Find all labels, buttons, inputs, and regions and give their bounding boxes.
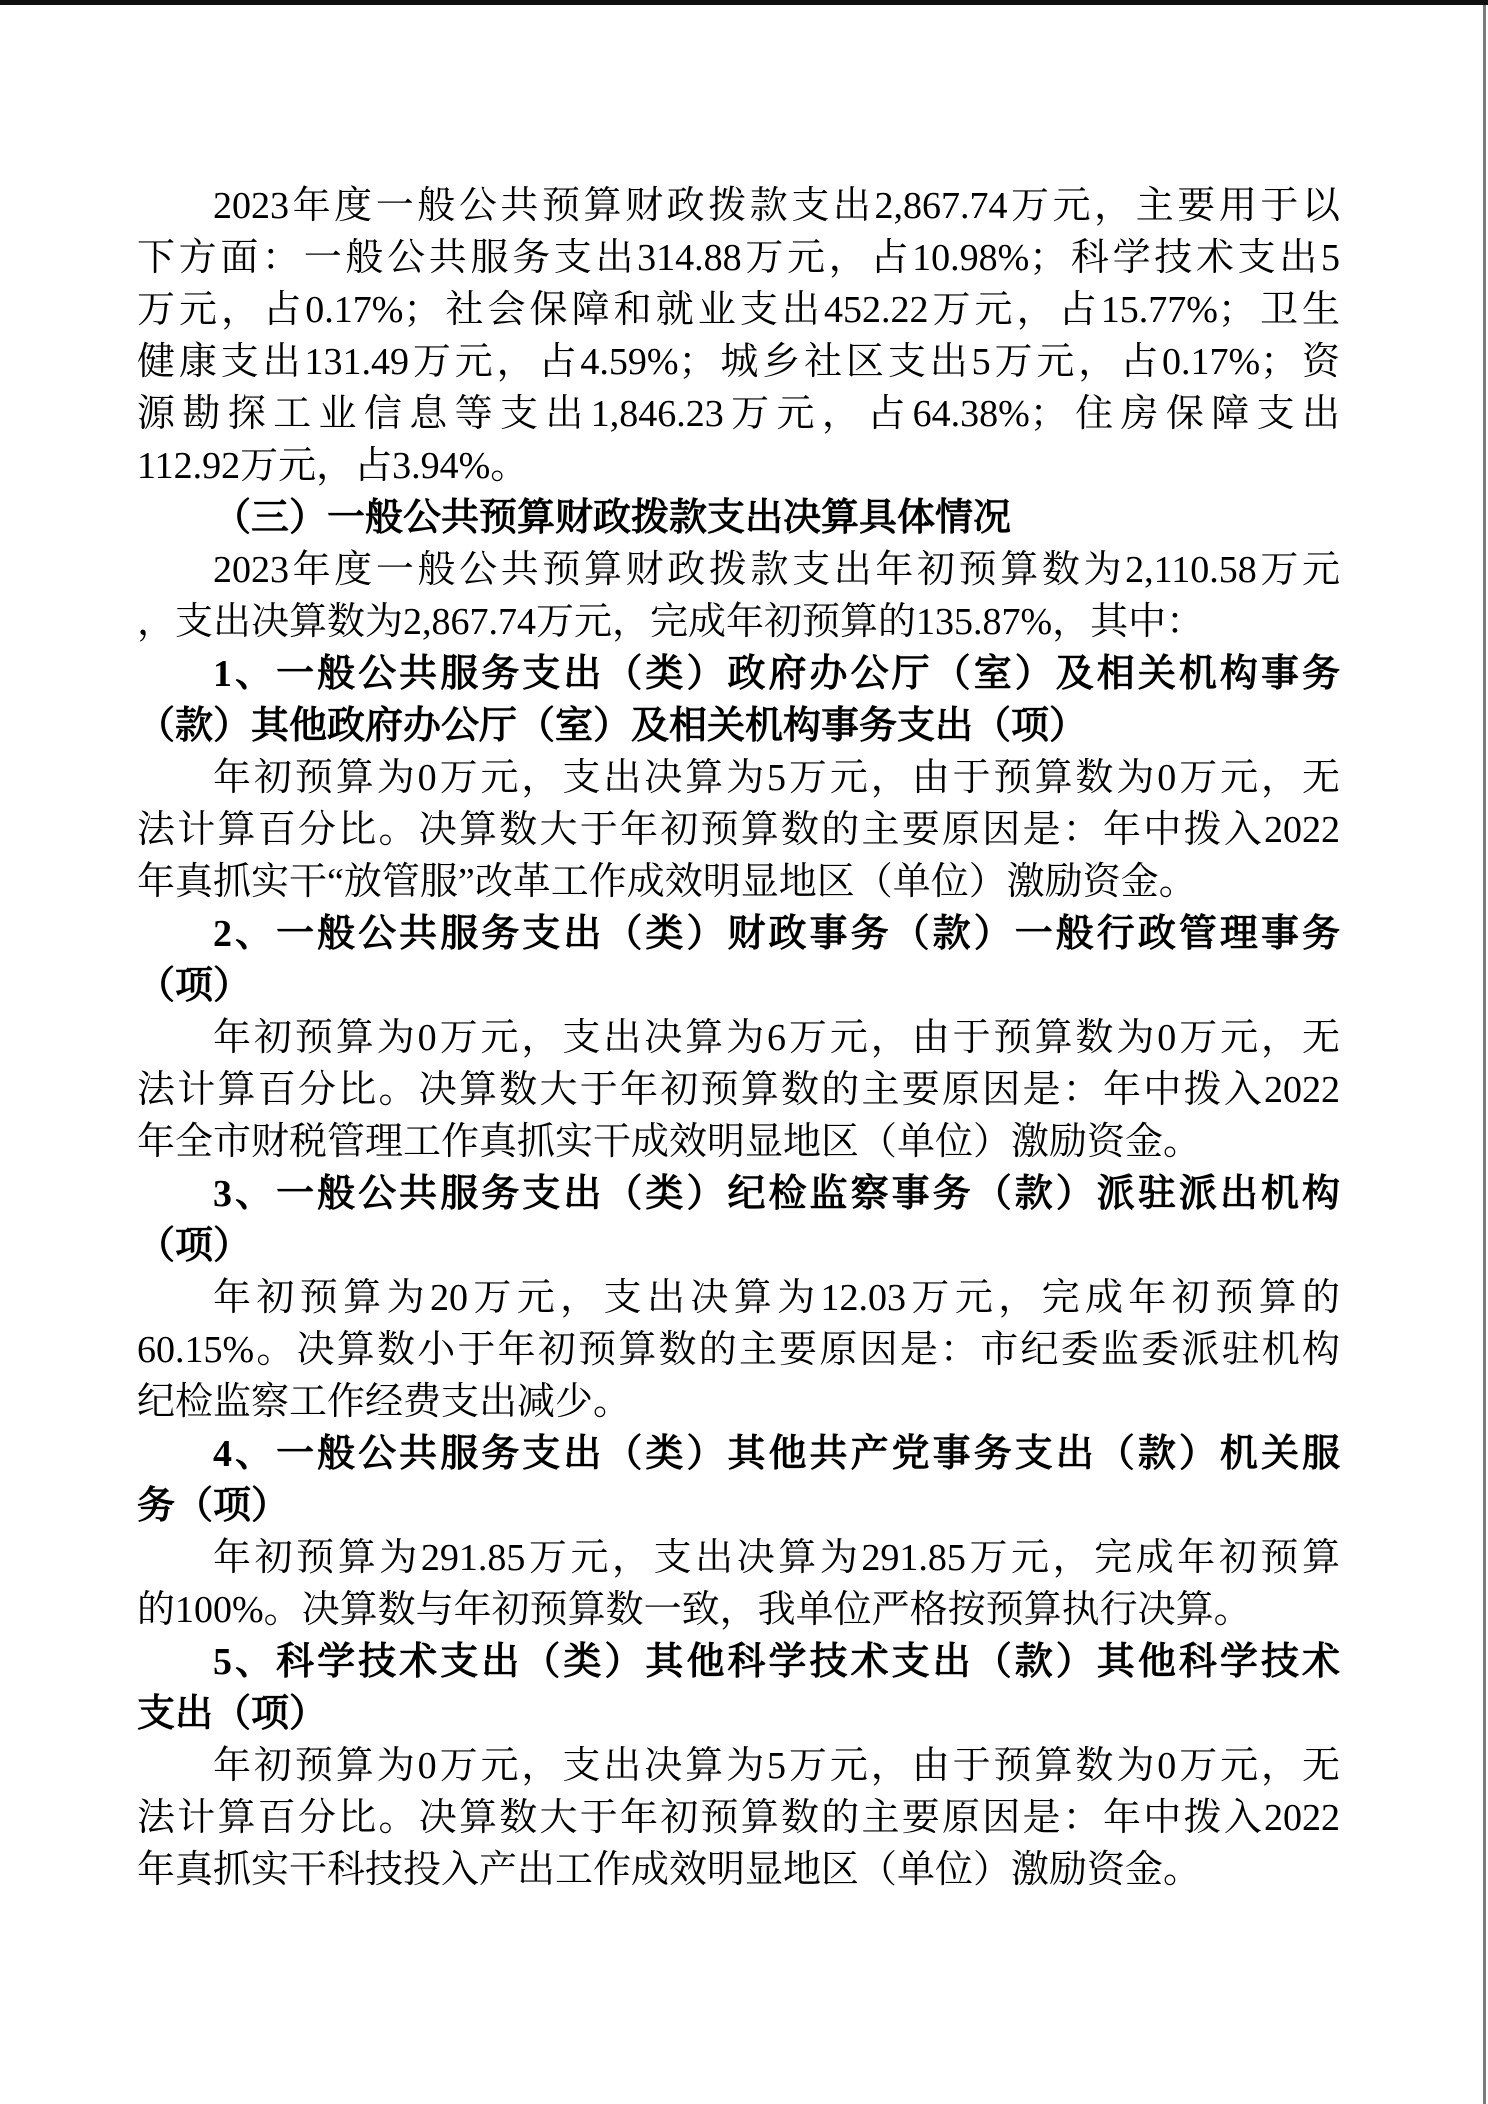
body-text-line: 的100%。决算数与年初预算数一致，我单位严格按预算执行决算。 [137,1589,1252,1631]
body-text-line: 2023年度一般公共预算财政拨款支出年初预算数为2,110.58万元 [213,549,1340,591]
document-text-block [137,180,1340,1896]
body-text-line: 法计算百分比。决算数大于年初预算数的主要原因是：年中拨入2022 [137,1797,1340,1839]
body-text-line: 2023年度一般公共预算财政拨款支出2,867.74万元，主要用于以 [213,185,1340,227]
body-text-line: 年真抓实干科技投入产出工作成效明显地区（单位）激励资金。 [137,1849,1202,1891]
body-text-line: 年初预算为291.85万元，支出决算为291.85万元，完成年初预算 [213,1537,1340,1579]
item-heading-line: 4、一般公共服务支出（类）其他共产党事务支出（款）机关服 [213,1433,1340,1475]
body-text-line: ，支出决算数为2,867.74万元，完成年初预算的135.87%，其中： [137,601,1205,643]
body-text-line: 112.92万元，占3.94%。 [137,445,529,487]
body-text-line: 60.15%。决算数小于年初预算数的主要原因是：市纪委监委派驻机构 [137,1329,1340,1371]
item-heading-line: 1、一般公共服务支出（类）政府办公厅（室）及相关机构事务 [213,653,1340,695]
body-text-line: 年全市财税管理工作真抓实干成效明显地区（单位）激励资金。 [137,1121,1202,1163]
item-heading-line: 3、一般公共服务支出（类）纪检监察事务（款）派驻派出机构 [213,1173,1340,1215]
body-text-line: 法计算百分比。决算数大于年初预算数的主要原因是：年中拨入2022 [137,1069,1340,1111]
body-text-line: 年初预算为0万元，支出决算为6万元，由于预算数为0万元，无 [213,1017,1340,1059]
body-text-line: 法计算百分比。决算数大于年初预算数的主要原因是：年中拨入2022 [137,809,1340,851]
body-text-line: 年初预算为20万元，支出决算为12.03万元，完成年初预算的 [213,1277,1340,1319]
item-heading-line: （款）其他政府办公厅（室）及相关机构事务支出（项） [137,705,1088,747]
body-text-line: 年初预算为0万元，支出决算为5万元，由于预算数为0万元，无 [213,757,1340,799]
item-heading-line: 2、一般公共服务支出（类）财政事务（款）一般行政管理事务 [213,913,1340,955]
item-heading-line: （项） [137,1225,252,1267]
item-heading-line: （项） [137,965,252,1007]
body-text-line: 健康支出131.49万元，占4.59%；城乡社区支出5万元，占0.17%；资 [137,341,1340,383]
body-text-line: 源勘探工业信息等支出1,846.23万元，占64.38%；住房保障支出 [137,393,1340,435]
body-text-line: 纪检监察工作经费支出减少。 [137,1381,632,1423]
body-text-line: 下方面：一般公共服务支出314.88万元，占10.98%；科学技术支出5 [137,237,1340,279]
body-text-line: 年真抓实干“放管服”改革工作成效明显地区（单位）激励资金。 [137,861,1197,903]
page-right-edge-line [1483,0,1486,2104]
page-top-border [0,0,1488,5]
item-heading-line: 5、科学技术支出（类）其他科学技术支出（款）其他科学技术 [213,1641,1340,1683]
subsection-heading-line: （三）一般公共预算财政拨款支出决算具体情况 [213,497,1012,539]
item-heading-line: 支出（项） [137,1693,328,1735]
body-text-line: 万元，占0.17%；社会保障和就业支出452.22万元，占15.77%；卫生 [137,289,1340,331]
item-heading-line: 务（项） [137,1485,290,1527]
body-text-line: 年初预算为0万元，支出决算为5万元，由于预算数为0万元，无 [213,1745,1340,1787]
